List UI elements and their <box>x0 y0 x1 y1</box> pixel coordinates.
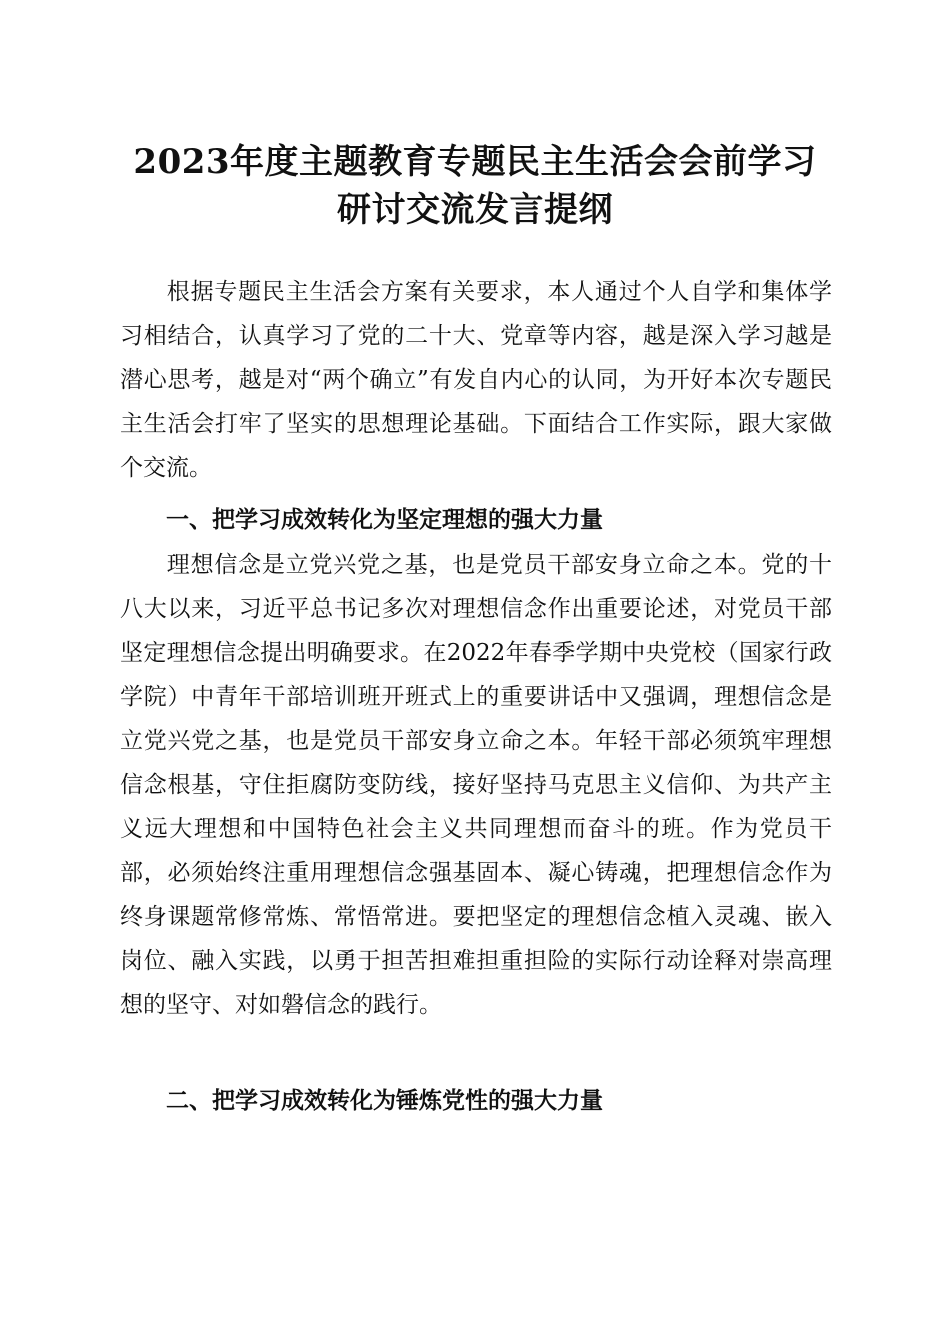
intro-paragraph <box>120 270 832 490</box>
section-1-paragraph <box>120 543 832 1027</box>
document-title-line-2: 研讨交流发言提纲 <box>337 190 613 230</box>
section-2-heading: 二、把学习成效转化为锤炼党性的强大力量 <box>166 1088 603 1114</box>
section-1-heading: 一、把学习成效转化为坚定理想的强大力量 <box>166 507 603 533</box>
document-title-line-1: 2023年度主题教育专题民主生活会会前学习 <box>133 142 817 182</box>
intro-text: 根据专题民主生活会方案有关要求，本人通过个人自学和集体学习相结合，认真学习了党的二十大、党章等内容，越是深入学习越是潜心思考，越是对“两个确立”有发自内心的认同，为开好本次专题民主生活会打牢了坚实的思想理论基础。下面结合工作实际，跟大家做个交流。 <box>120 279 832 481</box>
section-1-text: 理想信念是立党兴党之基，也是党员干部安身立命之本。党的十八大以来，习近平总书记多次对理想信念作出重要论述，对党员干部坚定理想信念提出明确要求。在2022年春季学期中央党校（国家行政学院）中青年干部培训班开班式上的重要讲话中又强调，理想信念是立党兴党之基，也是党员干部安身立命之本。年轻干部必须筑牢理想信念根基，守住拒腐防变防线，接好坚持马克思主义信仰、为共产主义远大理想和中国特色社会主义共同理想而奋斗的班。作为党员干部，必须始终注重用理想信念强基固本、凝心铸魂，把理想信念作为终身课题常修常炼、常悟常进。要把坚定的理想信念植入灵魂、嵌入岗位、融入实践，以勇于担苦担难担重担险的实际行动诠释对崇高理想的坚守、对如磐信念的践行。 <box>120 552 832 1018</box>
